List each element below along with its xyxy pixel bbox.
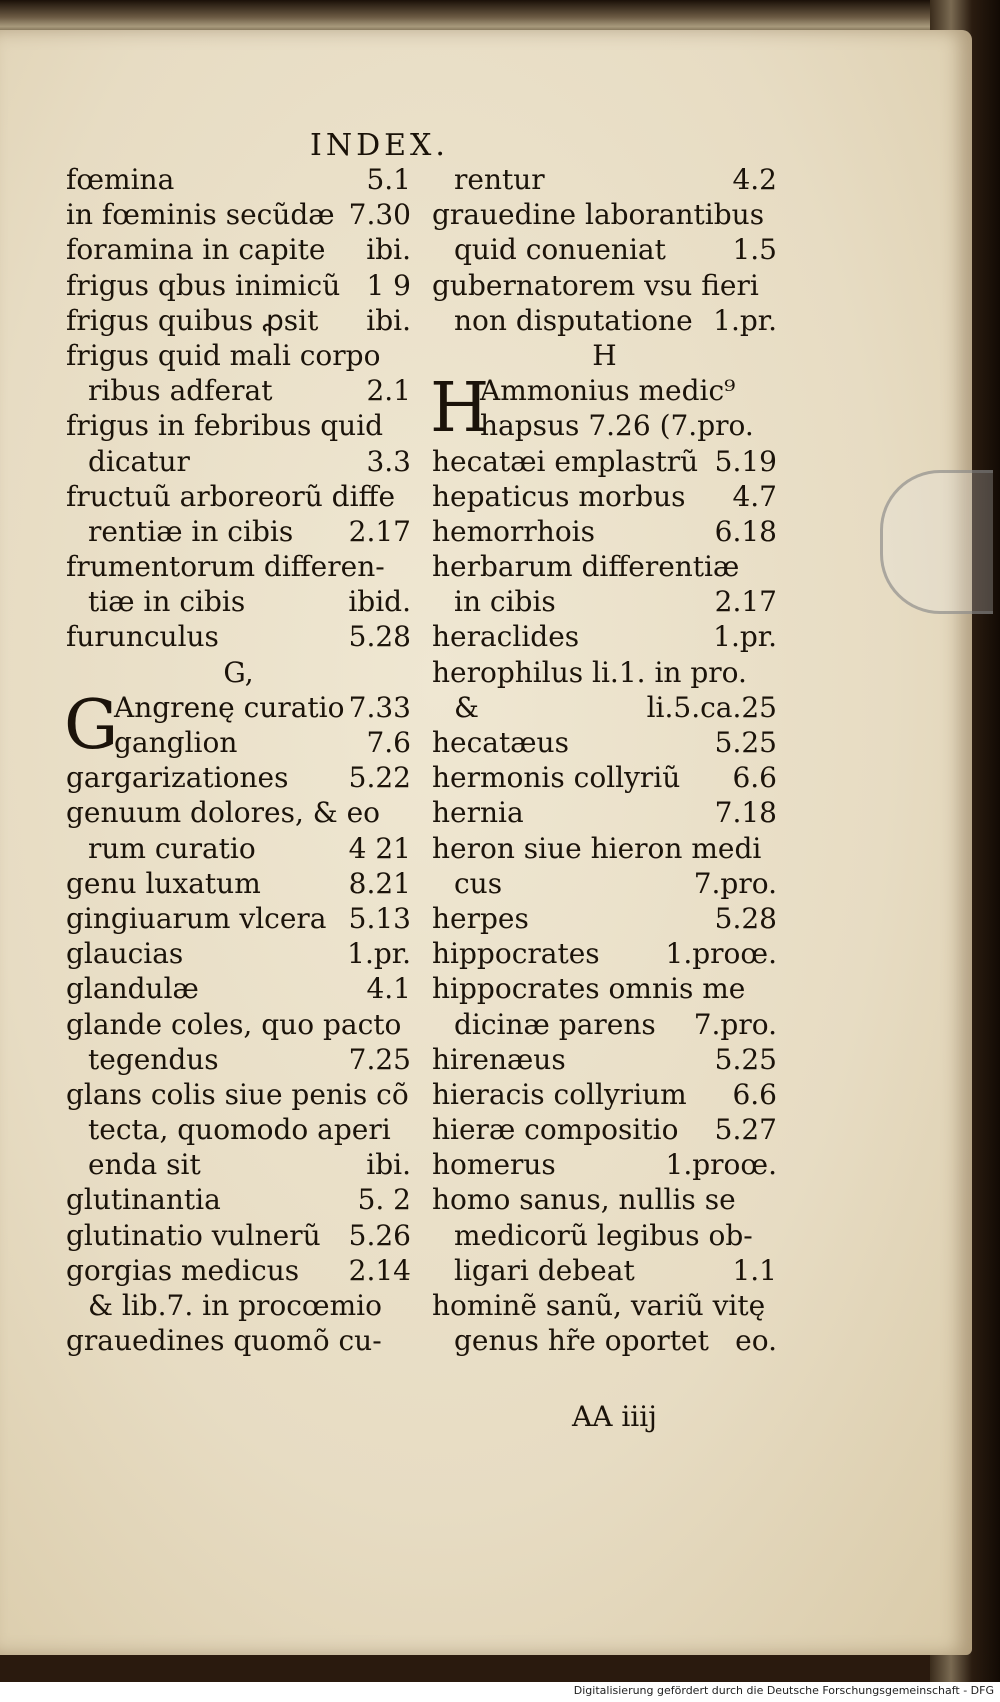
entry-term: hepaticus morbus	[432, 479, 686, 513]
index-entry	[432, 1112, 777, 1147]
entry-term: tegendus	[88, 1042, 219, 1076]
entry-term: &	[454, 690, 479, 724]
index-entry	[432, 725, 777, 760]
entry-reference: 1.pr.	[713, 303, 777, 337]
entry-reference: 5.26	[348, 1218, 411, 1252]
entry-reference: 6.6	[732, 761, 777, 795]
entry-term: hieracis collyrium	[432, 1077, 687, 1111]
entry-reference: 7.6	[366, 726, 411, 759]
index-entry	[66, 1182, 411, 1217]
entry-term: & lib.7. in procœmio	[88, 1289, 382, 1322]
index-entry	[432, 1288, 777, 1323]
entry-term: in cibis	[454, 585, 556, 619]
entry-reference: 5.1	[366, 163, 411, 196]
entry-term: heraclides	[432, 620, 580, 654]
index-entry	[66, 1077, 411, 1112]
index-entry	[66, 866, 411, 901]
entry-term: glutinatio vulnerũ	[66, 1218, 321, 1252]
index-entry	[66, 197, 411, 232]
entry-term: Angrenę curatio	[114, 690, 345, 724]
index-entry	[432, 408, 777, 443]
entry-reference: 6.6	[732, 1077, 777, 1111]
entry-reference: 7.18	[714, 796, 777, 830]
entry-reference: 5.28	[348, 620, 411, 654]
entry-term: fructuũ arboreorũ diffe	[66, 479, 396, 513]
index-entry	[432, 549, 777, 584]
entry-reference: 7.33	[348, 690, 411, 724]
entry-term: frumentorum differen-	[66, 550, 385, 584]
entry-term: herpes	[432, 901, 529, 935]
page-clip	[880, 470, 993, 614]
entry-term: dicatur	[88, 444, 190, 478]
entry-term: glutinantia	[66, 1183, 221, 1217]
entry-term: tiæ in cibis	[88, 585, 246, 619]
entry-reference: 4.1	[366, 972, 411, 1006]
index-entry	[432, 584, 777, 619]
entry-term: homerus	[432, 1148, 556, 1182]
entry-reference: 7.pro.	[693, 866, 777, 900]
entry-term: G,	[223, 655, 254, 689]
entry-term: in fœminis secũdæ	[66, 198, 335, 232]
entry-term: glans colis siue penis cõ	[66, 1077, 409, 1111]
entry-term: gingiuarum vlcera	[66, 901, 327, 935]
entry-term: hermonis collyriũ	[432, 761, 681, 795]
entry-term: H	[592, 338, 617, 372]
entry-term: fœmina	[66, 163, 175, 196]
entry-term: ribus adferat	[88, 374, 273, 408]
index-entry	[432, 795, 777, 830]
index-entry	[432, 1253, 777, 1288]
entry-term: genu luxatum	[66, 866, 261, 900]
index-entry	[66, 584, 411, 619]
entry-reference: 2.14	[348, 1253, 411, 1287]
index-entry	[66, 408, 411, 443]
entry-term: hieræ compositio	[432, 1113, 679, 1147]
entry-term: hernia	[432, 796, 524, 830]
entry-term: hapsus 7.26 (7.pro.	[480, 409, 754, 443]
index-entry	[432, 971, 777, 1006]
section-letter	[66, 655, 411, 690]
index-entry	[432, 1042, 777, 1077]
index-entry	[432, 866, 777, 901]
entry-term: rum curatio	[88, 831, 256, 865]
index-entry	[66, 1288, 411, 1323]
entry-reference: ibi.	[366, 233, 411, 267]
entry-term: glandulæ	[66, 972, 199, 1006]
entry-term: quid conueniat	[454, 233, 666, 267]
entry-reference: 4.7	[732, 479, 777, 513]
index-entry	[66, 1007, 411, 1042]
index-entry	[66, 619, 411, 654]
entry-term: hemorrhois	[432, 514, 595, 548]
entry-reference: 5.22	[348, 761, 411, 795]
entry-reference: 7.pro.	[693, 1007, 777, 1041]
index-entry	[66, 514, 411, 549]
entry-term: rentiæ in cibis	[88, 514, 294, 548]
index-entry	[432, 268, 777, 303]
entry-term: ligari debeat	[454, 1253, 635, 1287]
entry-reference: 1.pr.	[713, 620, 777, 654]
index-entry	[432, 444, 777, 479]
index-entry	[66, 936, 411, 971]
drop-capital: H	[430, 369, 490, 449]
index-entry	[432, 479, 777, 514]
entry-term: herophilus li.1. in pro.	[432, 655, 747, 689]
index-entry	[432, 303, 777, 338]
index-entry	[432, 1182, 777, 1217]
entry-reference: 5.27	[714, 1113, 777, 1147]
entry-reference: ibid.	[348, 585, 411, 619]
entry-term: genuum dolores, & eo	[66, 796, 381, 830]
entry-term: hirenæus	[432, 1042, 566, 1076]
entry-reference: 5.19	[714, 444, 777, 478]
entry-reference: 4 21	[348, 831, 411, 865]
index-heading: INDEX.	[310, 128, 449, 163]
index-entry	[432, 619, 777, 654]
entry-term: frigus quid mali corpo	[66, 338, 381, 372]
index-entry	[66, 479, 411, 514]
entry-term: dicinæ parens	[454, 1007, 656, 1041]
entry-term: frigus quibus ꝓsit	[66, 303, 319, 337]
index-entry	[432, 1323, 777, 1358]
entry-term: genus hr̃e oportet	[454, 1324, 709, 1358]
entry-term: cus	[454, 866, 503, 900]
index-entry	[432, 760, 777, 795]
entry-term: hecatæi emplastrũ	[432, 444, 699, 478]
index-entry	[66, 1218, 411, 1253]
index-entry	[66, 232, 411, 267]
entry-term: grauedines quomõ cu-	[66, 1324, 382, 1358]
index-entry	[66, 725, 411, 760]
index-entry	[66, 549, 411, 584]
entry-term: rentur	[454, 163, 545, 196]
index-column-left	[66, 162, 411, 1358]
entry-term: medicorũ legibus ob-	[454, 1218, 753, 1252]
entry-term: hominẽ sanũ, variũ vitę	[432, 1289, 766, 1322]
entry-reference: 2.17	[714, 585, 777, 619]
entry-term: hecatæus	[432, 726, 569, 759]
index-entry	[432, 1147, 777, 1182]
entry-reference: 1.1	[732, 1253, 777, 1287]
entry-reference: ibi.	[366, 303, 411, 337]
index-entry	[432, 162, 777, 197]
entry-reference: 4.2	[732, 163, 777, 196]
signature-mark: AA iiij	[572, 1400, 657, 1433]
index-entry	[432, 1218, 777, 1253]
index-entry	[66, 338, 411, 373]
entry-reference: 1.proœ.	[665, 1148, 777, 1182]
index-entry	[432, 901, 777, 936]
entry-reference: 5.25	[714, 1042, 777, 1076]
index-entry	[432, 690, 777, 725]
entry-reference: 5.25	[714, 726, 777, 759]
entry-term: glande coles, quo pacto	[66, 1007, 402, 1041]
index-entry	[66, 1253, 411, 1288]
entry-term: gubernatorem vsu fieri	[432, 268, 759, 302]
entry-reference: li.5.ca.25	[646, 690, 777, 724]
index-column-right	[432, 162, 777, 1358]
entry-reference: 7.30	[348, 198, 411, 232]
digitization-credit: Digitalisierung gefördert durch die Deutsche Forschungsgemeinschaft - DFG	[573, 1684, 994, 1697]
entry-reference: ibi.	[366, 1148, 411, 1182]
entry-term: ganglion	[114, 726, 238, 759]
entry-reference: 1 9	[366, 268, 411, 302]
index-entry	[66, 162, 411, 197]
entry-term: Ammonius medic⁹	[480, 374, 736, 408]
index-entry	[66, 831, 411, 866]
index-entry	[66, 795, 411, 830]
drop-capital: G	[64, 685, 119, 765]
entry-reference: 1.pr.	[347, 937, 411, 971]
entry-reference: 6.18	[714, 514, 777, 548]
index-entry	[66, 444, 411, 479]
index-entry	[66, 1323, 411, 1358]
entry-reference: 5.13	[348, 901, 411, 935]
entry-reference: 8.21	[348, 866, 411, 900]
entry-reference: 2.1	[366, 374, 411, 408]
entry-term: hippocrates	[432, 937, 600, 971]
entry-term: homo sanus, nullis se	[432, 1183, 736, 1217]
entry-term: herbarum differentiæ	[432, 550, 740, 584]
index-entry	[432, 1077, 777, 1112]
entry-reference: 3.3	[366, 444, 411, 478]
entry-term: tecta, quomodo aperi	[88, 1113, 391, 1147]
entry-term: heron siue hieron medi	[432, 831, 762, 865]
entry-reference: 7.25	[348, 1042, 411, 1076]
section-letter	[432, 338, 777, 373]
index-entry	[432, 936, 777, 971]
entry-reference: 1.proœ.	[665, 937, 777, 971]
index-entry	[66, 1112, 411, 1147]
index-entry	[66, 1042, 411, 1077]
index-entry	[432, 514, 777, 549]
entry-term: grauedine laborantibus	[432, 198, 765, 232]
entry-term: frigus in febribus quid	[66, 409, 384, 443]
index-entry	[432, 1007, 777, 1042]
index-entry	[66, 971, 411, 1006]
entry-reference: eo.	[735, 1324, 777, 1358]
entry-term: frigus qbus inimicũ	[66, 268, 341, 302]
index-entry	[66, 760, 411, 795]
index-entry	[432, 232, 777, 267]
index-entry	[432, 655, 777, 690]
entry-term: non disputatione	[454, 303, 693, 337]
index-entry	[66, 268, 411, 303]
entry-term: enda sit	[88, 1148, 201, 1182]
entry-term: gorgias medicus	[66, 1253, 300, 1287]
entry-term: furunculus	[66, 620, 219, 654]
entry-reference: 2.17	[348, 514, 411, 548]
index-entry	[66, 373, 411, 408]
index-entry	[66, 901, 411, 936]
entry-term: gargarizationes	[66, 761, 289, 795]
index-entry	[66, 303, 411, 338]
entry-reference: 1.5	[732, 233, 777, 267]
index-entry	[432, 831, 777, 866]
index-entry	[432, 197, 777, 232]
entry-term: glaucias	[66, 937, 184, 971]
entry-term: foramina in capite	[66, 233, 326, 267]
entry-reference: 5.28	[714, 901, 777, 935]
entry-reference: 5. 2	[357, 1183, 411, 1217]
index-entry	[66, 1147, 411, 1182]
entry-term: hippocrates omnis me	[432, 972, 746, 1006]
